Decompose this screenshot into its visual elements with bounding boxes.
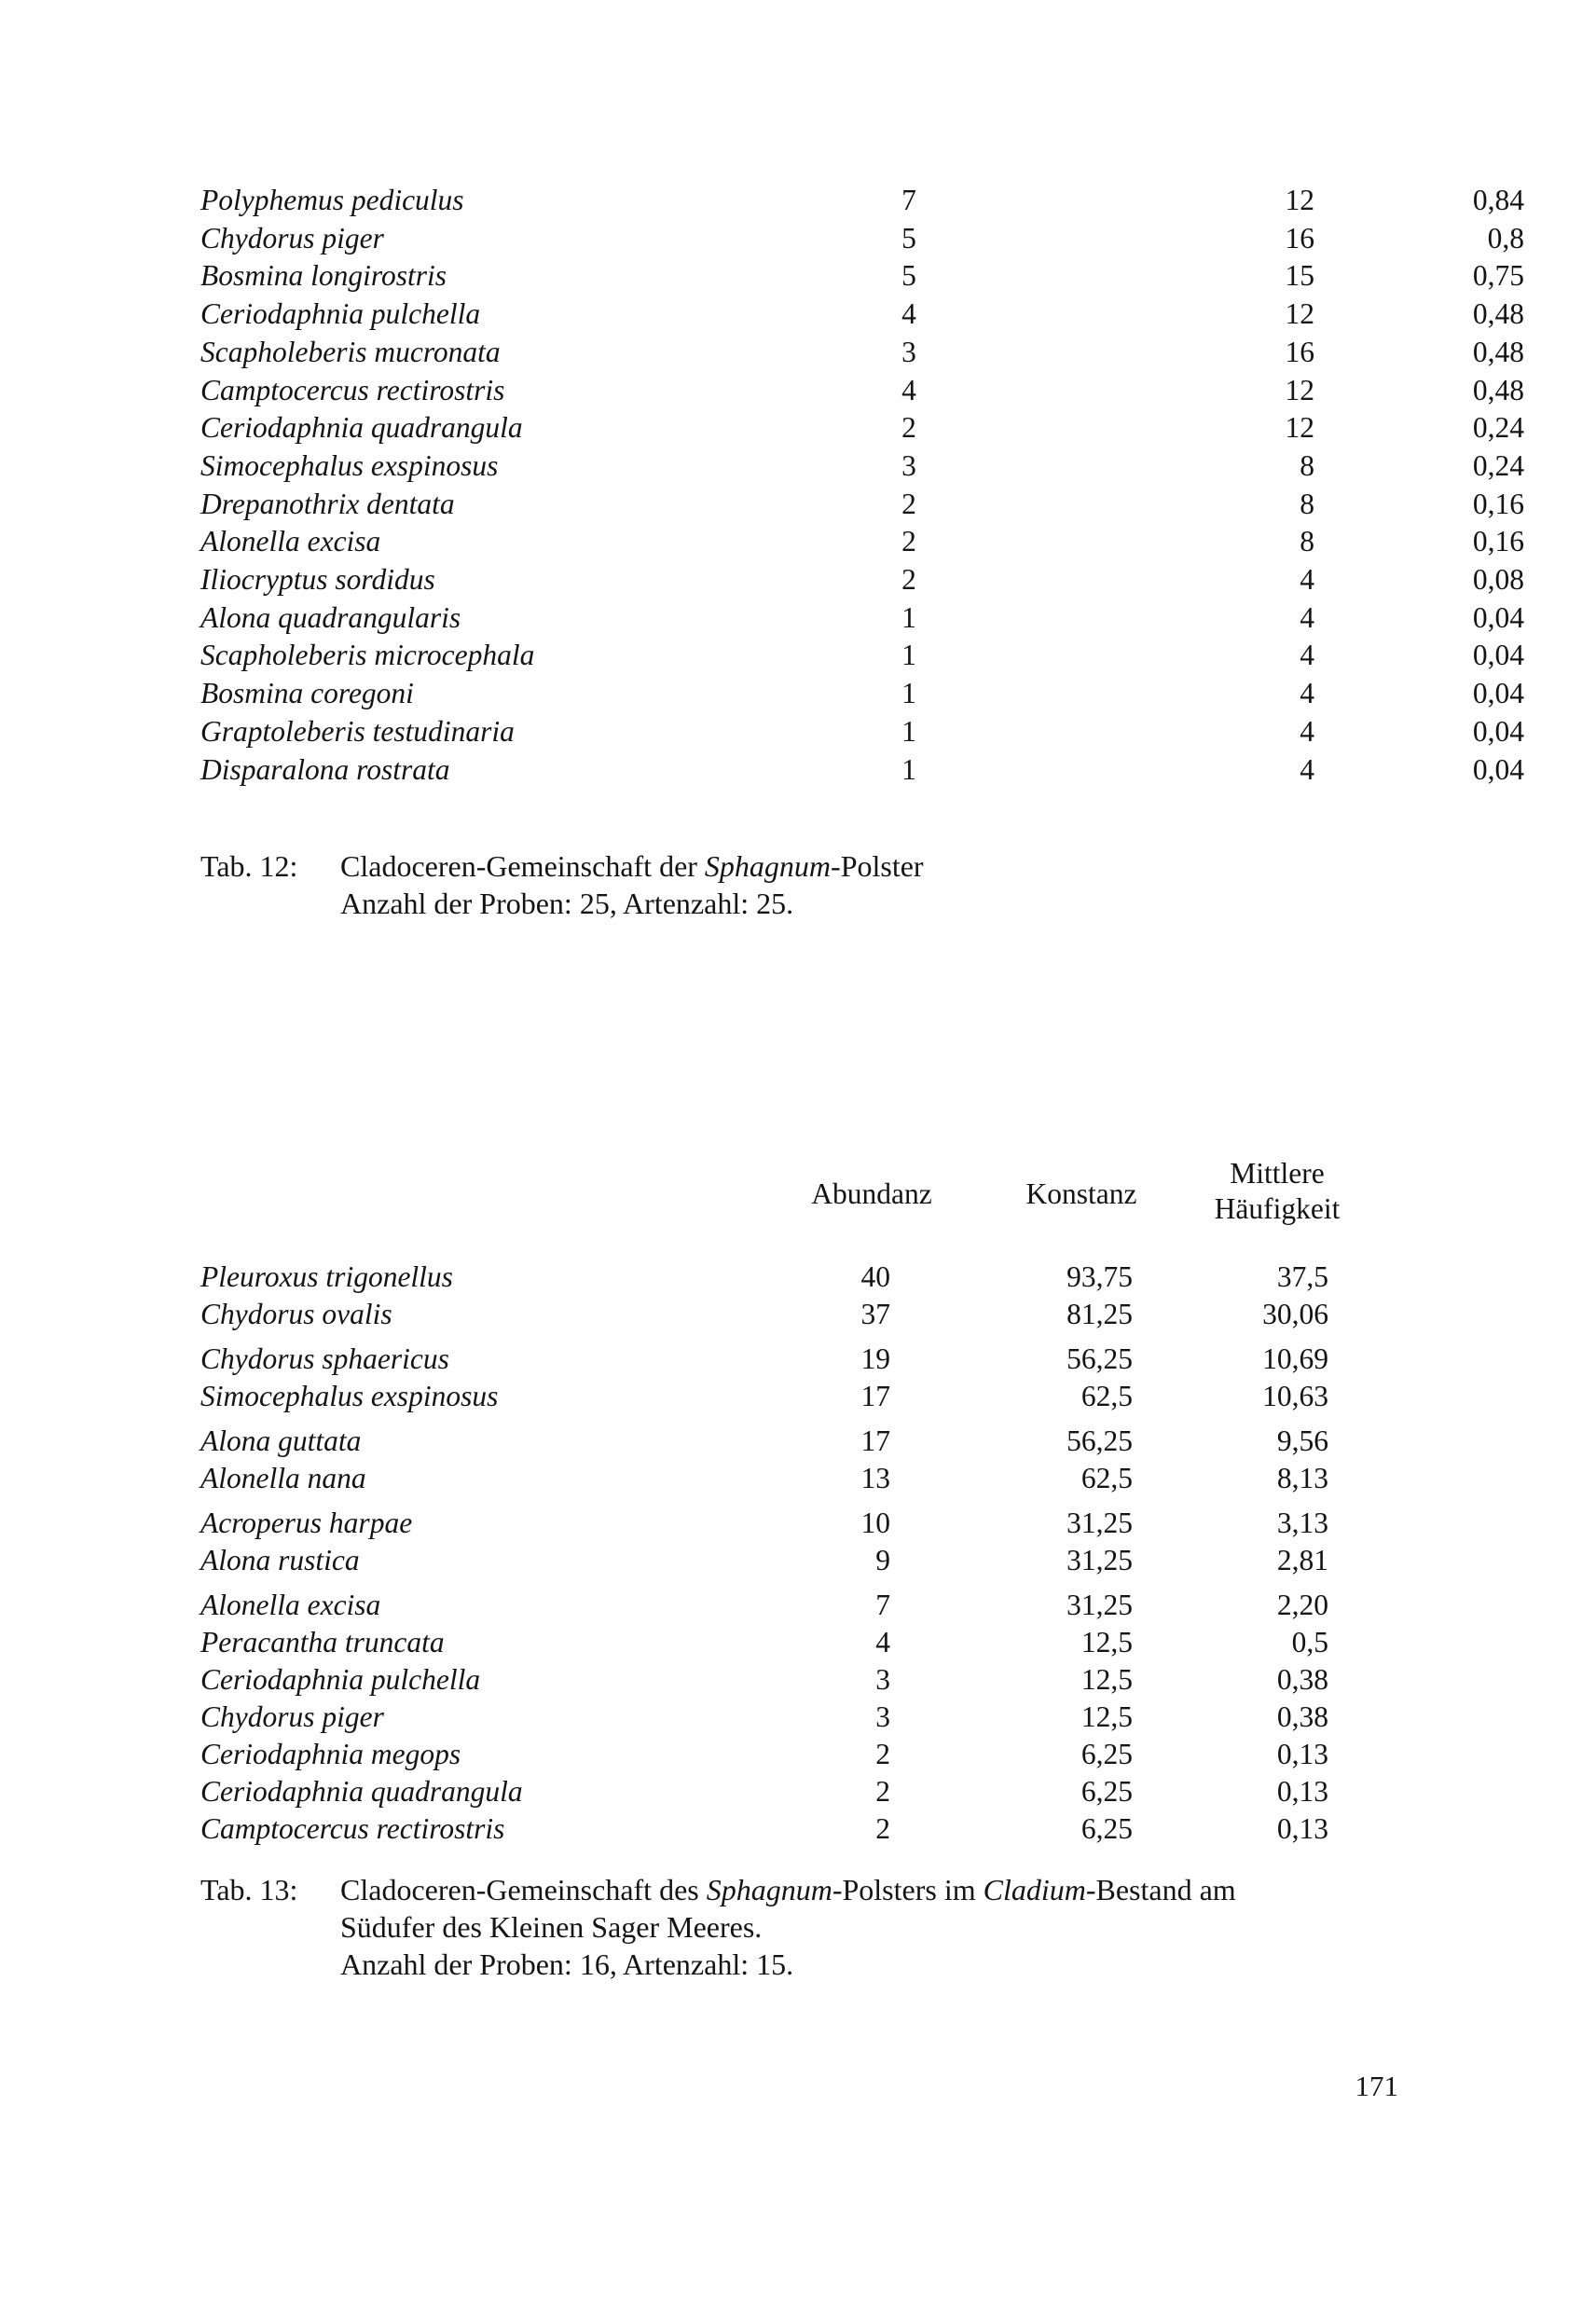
value-col-2: 4 [1300,600,1314,634]
value-col-1: 3 [901,448,916,482]
value-col-2: 12 [1285,411,1314,445]
value-col-3-text: 0,48 [1472,297,1524,331]
species-name: Drepanothrix dentata [200,487,455,520]
value-col-2: 4 [1300,714,1314,748]
haeufigkeit-value-text: 37,5 [1276,1260,1328,1293]
konstanz-value-text: 93,75 [1066,1260,1133,1293]
species-name: Camptocercus rectirostris [200,1812,505,1845]
species-name: Alona rustica [200,1544,360,1576]
abundanz-value-text: 2 [875,1738,890,1770]
table-row [200,447,1524,485]
konstanz-value-text: 56,25 [1066,1342,1133,1375]
species-name: Bosmina coregoni [200,677,414,710]
table-12-caption [200,848,1412,923]
konstanz-value-text: 6,25 [1080,1812,1133,1845]
value-col-3-text: 0,8 [1487,221,1524,255]
konstanz-value-text: 12,5 [1080,1700,1133,1733]
table-row [200,1587,1403,1624]
haeufigkeit-value-text: 0,38 [1276,1700,1328,1733]
table-row [200,637,1524,674]
haeufigkeit-value-text: 0,13 [1276,1738,1328,1770]
haeufigkeit-value-text: 9,56 [1276,1424,1328,1457]
value-col-2: 4 [1300,677,1314,710]
value-col-3-text: 0,48 [1472,335,1524,368]
abundanz-value-text: 2 [875,1775,890,1808]
species-name: Disparalona rostrata [200,752,450,786]
haeufigkeit-value-text: 2,81 [1276,1544,1328,1576]
table-row [200,561,1524,599]
value-col-3-text: 0,24 [1472,448,1524,482]
value-col-3-text: 0,16 [1472,487,1524,520]
value-col-3-text: 0,16 [1472,525,1524,558]
value-col-2: 8 [1300,448,1314,482]
species-name: Alona quadrangularis [200,600,461,634]
value-col-1: 2 [901,563,916,596]
value-col-3-text: 0,04 [1472,600,1524,634]
konstanz-value-text: 81,25 [1066,1298,1133,1330]
table-row [200,220,1524,257]
caption-line-1: Cladoceren-Gemeinschaft des Sphagnum-Polsters im Cladium-Bestand am [340,1873,1236,1906]
species-name: Acroperus harpae [200,1507,413,1539]
abundanz-value-text: 17 [860,1424,890,1457]
table-row [200,523,1524,560]
value-col-1: 2 [901,525,916,558]
species-name: Chydorus sphaericus [200,1342,449,1375]
abundanz-value-text: 37 [860,1298,890,1330]
species-name: Alona guttata [200,1424,362,1457]
value-col-1: 5 [901,259,916,293]
table-12 [200,182,1524,797]
haeufigkeit-value-text: 0,13 [1276,1812,1328,1845]
value-col-1: 7 [901,184,916,216]
species-name: Simocephalus exspinosus [200,1380,499,1412]
species-name: Ceriodaphnia megops [200,1738,461,1770]
value-col-3-text: 0,84 [1472,184,1524,216]
haeufigkeit-value-text: 3,13 [1276,1507,1328,1539]
value-col-3-text: 0,48 [1472,373,1524,406]
species-name: Ceriodaphnia quadrangula [200,411,523,445]
konstanz-value-text: 62,5 [1080,1462,1133,1494]
table-row [200,1341,1403,1378]
species-name: Alonella nana [200,1462,366,1494]
abundanz-value-text: 17 [860,1380,890,1412]
value-col-1: 1 [901,600,916,634]
haeufigkeit-value-text: 0,5 [1291,1626,1328,1658]
konstanz-value-text: 31,25 [1066,1507,1133,1539]
konstanz-value-text: 12,5 [1080,1626,1133,1658]
value-col-3-text: 0,04 [1472,639,1524,672]
value-col-2: 12 [1285,373,1314,406]
caption-label: Tab. 12: [200,849,298,883]
table-row [200,257,1524,295]
species-name: Ceriodaphnia quadrangula [200,1775,523,1808]
table-row [200,182,1524,219]
table-row [200,334,1524,371]
table-row [200,1661,1403,1699]
table-row [200,372,1524,409]
value-col-2: 8 [1300,487,1314,520]
haeufigkeit-value-text: 0,13 [1276,1775,1328,1808]
table-row [200,296,1524,333]
table-row [200,1542,1403,1579]
value-col-1: 4 [901,297,916,331]
abundanz-value-text: 2 [875,1812,890,1845]
table-row [200,751,1524,789]
value-col-1: 1 [901,639,916,672]
caption-line-2: Anzahl der Proben: 25, Artenzahl: 25. [340,887,794,920]
species-name: Scapholeberis microcephala [200,639,535,672]
table-row [200,599,1524,637]
caption-label: Tab. 13: [200,1873,298,1906]
abundanz-value-text: 10 [860,1507,890,1539]
table-row [200,1460,1403,1497]
abundanz-value-text: 3 [875,1663,890,1696]
abundanz-value-text: 9 [875,1544,890,1576]
species-name: Chydorus ovalis [200,1298,392,1330]
value-col-3-text: 0,04 [1472,714,1524,748]
species-name: Simocephalus exspinosus [200,448,499,482]
konstanz-value-text: 6,25 [1080,1738,1133,1770]
value-col-3-text: 0,75 [1472,259,1524,293]
value-col-3-text: 0,24 [1472,411,1524,445]
table-row [200,1736,1403,1773]
species-name: Pleuroxus trigonellus [200,1260,453,1293]
caption-line-3: Anzahl der Proben: 16, Artenzahl: 15. [340,1947,794,1981]
table-row [200,1423,1403,1460]
value-col-2: 4 [1300,639,1314,672]
value-col-2: 15 [1285,259,1314,293]
species-name: Alonella excisa [200,1589,381,1621]
species-name: Scapholeberis mucronata [200,335,501,368]
header-abundanz: Abundanz [811,1177,932,1210]
value-col-3-text: 0,04 [1472,677,1524,710]
value-col-3-text: 0,08 [1472,563,1524,596]
table-row [200,1699,1403,1736]
haeufigkeit-value-text: 8,13 [1276,1462,1328,1494]
konstanz-value-text: 56,25 [1066,1424,1133,1457]
table-row [200,1505,1403,1542]
species-name: Camptocercus rectirostris [200,373,505,406]
value-col-1: 1 [901,714,916,748]
value-col-1: 4 [901,373,916,406]
abundanz-value-text: 19 [860,1342,890,1375]
value-col-3-text: 0,04 [1472,752,1524,786]
abundanz-value-text: 13 [860,1462,890,1494]
value-col-2: 4 [1300,752,1314,786]
haeufigkeit-value-text: 10,63 [1262,1380,1328,1412]
haeufigkeit-value-text: 30,06 [1262,1298,1328,1330]
caption-line-1: Cladoceren-Gemeinschaft der Sphagnum-Polster [340,849,924,883]
abundanz-value-text: 3 [875,1700,890,1733]
konstanz-value-text: 62,5 [1080,1380,1133,1412]
page-number: 171 [1355,2070,1398,2102]
value-col-1: 1 [901,677,916,710]
value-col-1: 2 [901,411,916,445]
value-col-1: 5 [901,221,916,255]
table-row [200,713,1524,750]
species-name: Alonella excisa [200,525,381,558]
value-col-2: 12 [1285,297,1314,331]
value-col-1: 2 [901,487,916,520]
value-col-2: 4 [1300,563,1314,596]
abundanz-value-text: 7 [875,1589,890,1621]
header-mittlere-haeufigkeit: Mittlere Häufigkeit [1214,1157,1341,1225]
table-row [200,1259,1403,1296]
table-row [200,409,1524,447]
konstanz-value-text: 31,25 [1066,1589,1133,1621]
abundanz-value-text: 4 [875,1626,890,1658]
table-row [200,1378,1403,1415]
konstanz-value-text: 31,25 [1066,1544,1133,1576]
species-name: Iliocryptus sordidus [200,563,435,596]
table-13-caption [200,1872,1412,1984]
species-name: Polyphemus pediculus [200,184,464,216]
species-name: Chydorus piger [200,221,384,255]
table-row [200,1624,1403,1661]
table-row [200,1296,1403,1333]
table-row [200,1810,1403,1848]
species-name: Peracantha truncata [200,1626,445,1658]
haeufigkeit-value-text: 2,20 [1276,1589,1328,1621]
konstanz-value-text: 12,5 [1080,1663,1133,1696]
value-col-2: 8 [1300,525,1314,558]
abundanz-value-text: 40 [860,1260,890,1293]
species-name: Ceriodaphnia pulchella [200,1663,481,1696]
value-col-2: 16 [1285,221,1314,255]
table-13 [200,1156,1403,1846]
table-row [200,1773,1403,1810]
species-name: Ceriodaphnia pulchella [200,297,481,331]
caption-line-2: Südufer des Kleinen Sager Meeres. [340,1910,763,1944]
value-col-2: 16 [1285,335,1314,368]
species-name: Graptoleberis testudinaria [200,714,515,748]
table-row [200,486,1524,523]
value-col-1: 1 [901,752,916,786]
value-col-1: 3 [901,335,916,368]
haeufigkeit-value-text: 10,69 [1262,1342,1328,1375]
konstanz-value-text: 6,25 [1080,1775,1133,1808]
species-name: Bosmina longirostris [200,259,447,293]
value-col-2: 12 [1285,184,1314,216]
haeufigkeit-value-text: 0,38 [1276,1663,1328,1696]
table-row [200,675,1524,712]
header-konstanz: Konstanz [1025,1177,1137,1210]
species-name: Chydorus piger [200,1700,384,1733]
